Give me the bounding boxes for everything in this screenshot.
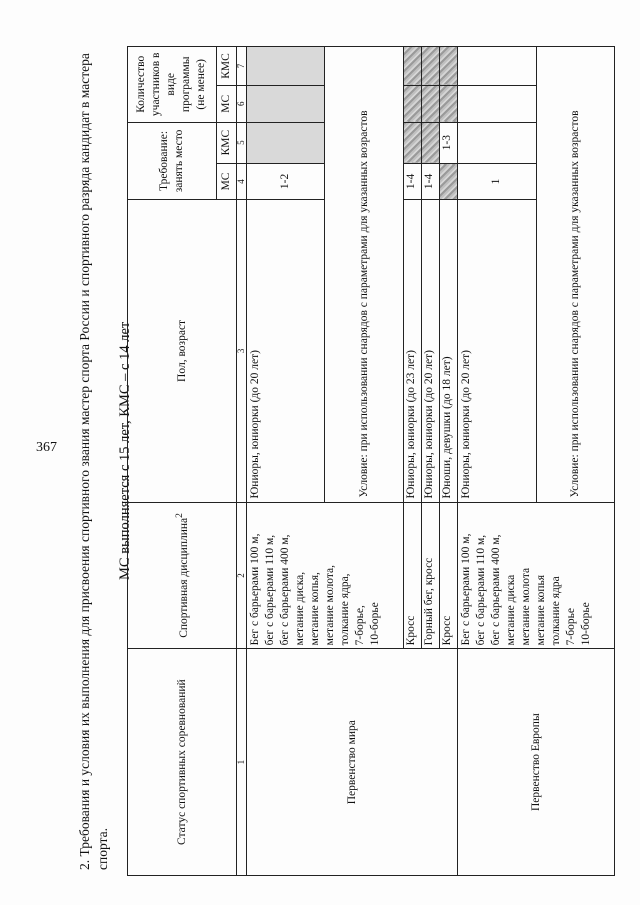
col-number: 2 xyxy=(237,502,247,649)
kms-place-cell xyxy=(247,122,325,163)
status-cell: Первенство Европы xyxy=(458,649,615,876)
discipline-cell: Кросс xyxy=(403,502,421,649)
column-number-row xyxy=(237,47,247,876)
col-number: 1 xyxy=(237,649,247,876)
header-row xyxy=(128,47,217,876)
discipline-line: метание молота xyxy=(520,567,533,646)
discipline-line: метание диска xyxy=(505,574,518,646)
ms-place-cell: 1-4 xyxy=(421,163,439,200)
discipline-line: Бег с барьерами 100 м, xyxy=(460,533,473,646)
kms-participants-cell xyxy=(440,47,458,86)
discipline-line: метание копья xyxy=(535,574,548,646)
ms-participants-cell xyxy=(458,85,536,122)
discipline-cell xyxy=(458,502,615,649)
kms-header: КМС xyxy=(216,122,236,163)
col-number: 4 xyxy=(237,163,247,200)
status-header: Статус спортивных соревнований xyxy=(128,649,237,876)
kms-participants-cell xyxy=(403,47,421,86)
gender-cell: Юниоры, юниорки (до 20 лет) xyxy=(247,200,325,502)
ms-participants-cell xyxy=(440,85,458,122)
kms-participants-cell xyxy=(458,47,536,86)
discipline-line: толкание ядра, xyxy=(339,573,352,646)
kms-participants-cell xyxy=(247,47,325,86)
col-number: 7 xyxy=(237,47,247,86)
gender-cell: Юниоры, юниорки (до 20 лет) xyxy=(458,200,536,502)
status-cell: Первенство мира xyxy=(247,649,458,876)
kms-participants-cell xyxy=(421,47,439,86)
col-number: 3 xyxy=(237,200,247,502)
col-number: 5 xyxy=(237,122,247,163)
discipline-line: 10-борье xyxy=(369,602,382,646)
kms-place-cell: 1-3 xyxy=(440,122,458,163)
discipline-cell: Горный бег, кросс xyxy=(421,502,439,649)
discipline-line: бег с барьерами 110 м, xyxy=(475,534,488,646)
discipline-cell xyxy=(247,502,404,649)
discipline-line: метание копья, xyxy=(309,572,322,646)
discipline-line: метание молота, xyxy=(324,565,337,646)
gender-cell: Юниоры, юниорки (до 20 лет) xyxy=(421,200,439,502)
ms-place-cell: 1-2 xyxy=(247,163,325,200)
kms-place-cell xyxy=(458,122,536,163)
ms-place-cell xyxy=(440,163,458,200)
table-row xyxy=(458,47,536,876)
discipline-line: метание диска, xyxy=(294,571,307,646)
kms-header-2: КМС xyxy=(216,47,236,86)
discipline-header: Спортивная дисциплина$^2$ xyxy=(128,502,237,649)
discipline-line: бег с барьерами 400 м, xyxy=(490,534,503,646)
page-number: 367 xyxy=(36,440,57,455)
ms-header: МС xyxy=(216,163,236,200)
condition-cell: Условие: при использовании снарядов с параметрами для указанных возрастов xyxy=(536,47,614,503)
gender-cell: Юноши, девушки (до 18 лет) xyxy=(440,200,458,502)
ms-header-2: МС xyxy=(216,85,236,122)
ms-place-cell: 1 xyxy=(458,163,536,200)
place-requirement-header: Требование: занять место xyxy=(128,122,217,200)
condition-cell: Условие: при использовании снарядов с параметрами для указанных возрастов xyxy=(325,47,403,503)
table-row xyxy=(247,47,325,876)
discipline-line: Бег с барьерами 100 м, xyxy=(249,533,262,646)
ms-participants-cell xyxy=(403,85,421,122)
discipline-line: 7-борье xyxy=(565,608,578,646)
discipline-line: бег с барьерами 400 м, xyxy=(279,534,292,646)
requirements-table xyxy=(127,46,615,876)
discipline-line: 7-борье, xyxy=(354,605,367,646)
discipline-line: бег с барьерами 110 м, xyxy=(264,534,277,646)
ms-participants-cell xyxy=(247,85,325,122)
age-note: МС выполняется с 15 лет, КМС – с 14 лет xyxy=(117,321,133,580)
discipline-line: 10-борье xyxy=(580,602,593,646)
discipline-line: толкание ядра xyxy=(550,576,563,646)
discipline-cell: Кросс xyxy=(440,502,458,649)
participants-header: Количество участников в виде программы (не менее) xyxy=(128,47,217,123)
gender-cell: Юниоры, юниорки (до 23 лет) xyxy=(403,200,421,502)
ms-participants-cell xyxy=(421,85,439,122)
col-number: 6 xyxy=(237,85,247,122)
kms-place-cell xyxy=(421,122,439,163)
kms-place-cell xyxy=(403,122,421,163)
section-heading: 2. Требования и условия их выполнения для присвоения спортивного звания мастер спорта России и спортивного разряда кандидат в мастера спорта. xyxy=(77,53,110,870)
ms-place-cell: 1-4 xyxy=(403,163,421,200)
gender-age-header: Пол, возраст xyxy=(128,200,237,502)
